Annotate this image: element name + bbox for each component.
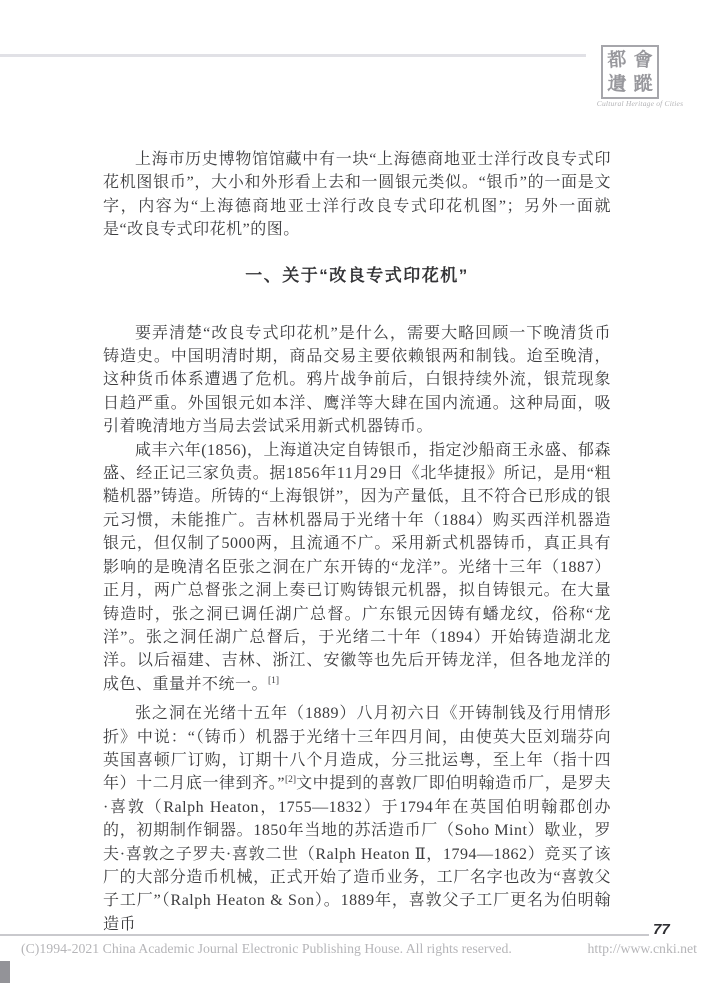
seal-character: 都 xyxy=(606,47,628,72)
page-number: 77 xyxy=(653,921,670,938)
paragraph-zhang-zhidong-heaton-mint xyxy=(103,702,611,936)
scan-edge-artifact xyxy=(0,961,10,983)
article-body xyxy=(103,148,611,936)
paragraph-text: 张之洞在光绪十五年（1889）八月初六日《开铸制钱及行用情形折》中说：“（铸币）机器于光绪十三年四月间，由使英大臣刘瑞芬向英国喜顿厂订购，订期十八个月造成，分三批运粤，至上年（指十四年）十二月底一律到齐。” xyxy=(103,705,611,793)
seal-character: 會 xyxy=(632,48,654,71)
paragraph-text: 要弄清楚“改良专式印花机”是什么，需要大略回顾一下晚清货币铸造史。中国明清时期，商品交易主要依赖银两和制钱。迨至晚清，这种货币体系遭遇了危机。鸦片战争前后，白银持续外流，银荒现象日趋严重。外国银元如本洋、鹰洋等大肆在国内流通。这种局面，吸引着晚清地方当局去尝试采用新式机器铸币。 xyxy=(103,324,611,436)
paragraph-text: 文中提到的喜敦厂即伯明翰造币厂，是罗夫·喜敦（Ralph Heaton，1755—1832）于1794年在英国伯明翰郡创办的，初期制作铜器。1850年当地的苏活造币厂（Soho Mint）歇业，罗夫·喜敦之子罗夫·喜敦二世（Ralph Heaton Ⅱ，1794—1862）竞买了该厂的大部分造币机械，正式开始了造币业务，工厂名字也改为“喜敦父子工厂”（Ralph Heaton & Son）。1889年，喜敦父子工厂更名为伯明翰造币 xyxy=(103,775,611,933)
footer-rule xyxy=(0,934,649,936)
footnote-marker: [2] xyxy=(284,775,297,786)
seal-character: 遺 xyxy=(606,71,628,96)
intro-paragraph: 上海市历史博物馆馆藏中有一块“上海德商地亚士洋行改良专式印花机图银币”，大小和外形看上去和一圆银元类似。“银币”的一面是文字，内容为“上海德商地亚士洋行改良专式印花机图”；另外一面就是“改良专式印花机”的图。 xyxy=(103,151,611,239)
header-rule xyxy=(0,54,586,57)
seal-character: 蹤 xyxy=(632,72,654,95)
copyright-notice: (C)1994-2021 China Academic Journal Electronic Publishing House. All rights reserved. xyxy=(21,941,512,956)
footer xyxy=(21,941,697,957)
paragraph-machine-minting-history xyxy=(103,439,611,696)
journal-name-english: Cultural Heritage of Cities xyxy=(596,99,684,108)
footnote-marker: [1] xyxy=(268,675,280,686)
section-paragraphs xyxy=(103,322,611,937)
journal-seal xyxy=(601,45,659,99)
cnki-url: http://www.cnki.net xyxy=(587,941,697,956)
paragraph-late-qing-currency xyxy=(103,322,611,439)
section-heading: 一、关于“改良专式印花机” xyxy=(245,265,469,285)
paragraph-text: 咸丰六年(1856)，上海道决定自铸银币，指定沙船商王永盛、郁森盛、经正记三家负责。据1856年11月29日《北华捷报》所记，是用“粗糙机器”铸造。所铸的“上海银饼”，因为产量低，且不符合已形成的银元习惯，未能推广。吉林机器局于光绪十年（1884）购买西洋机器造银元，但仅制了5000两，且流通不广。采用新式机器铸币，真正具有影响的是晚清名臣张之洞在广东开铸的“龙洋”。光绪十三年（1887）正月，两广总督张之洞上奏已订购铸银元机器，拟自铸银元。在大量铸造时，张之洞已调任湖广总督。广东银元因铸有蟠龙纹，俗称“龙洋”。张之洞任湖广总督后，于光绪二十年（1894）开始铸造湖北龙洋。以后福建、吉林、浙江、安徽等也先后开铸龙洋，但各地龙洋的成色、重量并不统一。 xyxy=(103,441,611,693)
